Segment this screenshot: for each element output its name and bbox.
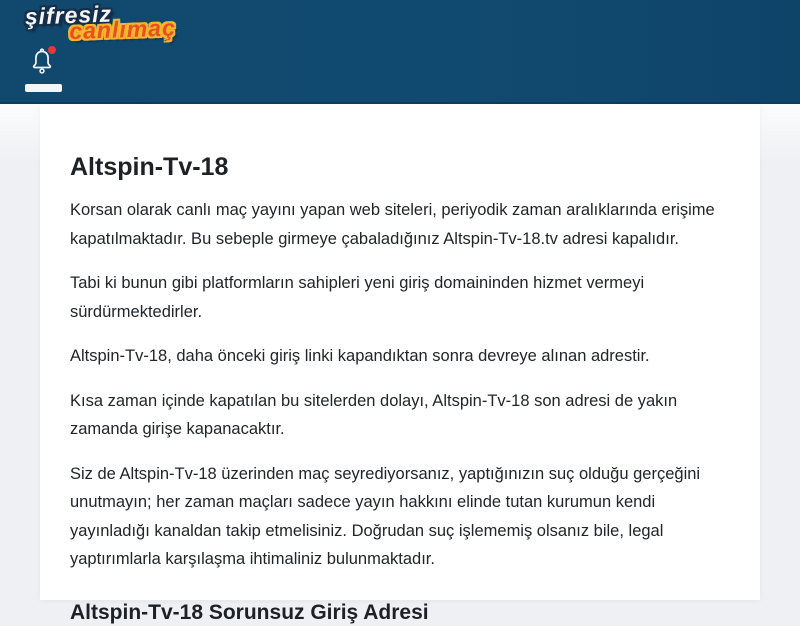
notifications-button[interactable] xyxy=(27,46,57,78)
article-paragraph-5: Siz de Altspin-Tv-18 üzerinden maç seyrediyorsanız, yaptığınızın suç olduğu gerçeğini unutmayın; her zaman maçları sadece yayın hakkını elinde tutan kurumun kendi yayınladığı kanaldan takip etmelisiniz. Doğrudan suç işlememiş olsanız bile, legal yaptırımlarla karşılaşma ihtimaliniz bulunmaktadır. xyxy=(70,464,701,568)
article-card xyxy=(40,104,760,624)
hamburger-bar-icon xyxy=(25,84,62,92)
menu-toggle-button[interactable] xyxy=(25,84,62,92)
article-paragraph-3: Altspin-Tv-18, daha önceki giriş linki kapandıktan sonra devreye alınan adrestir. xyxy=(70,347,650,365)
site-logo[interactable] xyxy=(24,0,176,45)
article-subheading: Altspin-Tv-18 Sorunsuz Giriş Adresi xyxy=(70,600,429,624)
page-background xyxy=(0,104,800,624)
article-paragraph-4: Kısa zaman içinde kapatılan bu sitelerden dolayı, Altspin-Tv-18 son adresi de yakın zamanda girişe kapanacaktır. xyxy=(70,391,678,438)
article-title: Altspin-Tv-18 xyxy=(70,153,229,181)
header xyxy=(0,0,800,104)
bell-icon xyxy=(29,64,55,79)
logo-text-line1: şifresiz xyxy=(24,0,113,30)
article-paragraph-2: Tabi ki bunun gibi platformların sahipleri yeni giriş domaininden hizmet vermeyi sürdürmektedirler. xyxy=(70,274,645,321)
notification-badge-dot xyxy=(48,46,56,54)
article-paragraph-1: Korsan olarak canlı maç yayını yapan web siteleri, periyodik zaman aralıklarında erişime kapatılmaktadır. Bu sebeple girmeye çabaladığınız Altspin-Tv-18.tv adresi kapalıdır. xyxy=(70,201,715,248)
logo-text-line2: canlımaç xyxy=(68,14,177,45)
